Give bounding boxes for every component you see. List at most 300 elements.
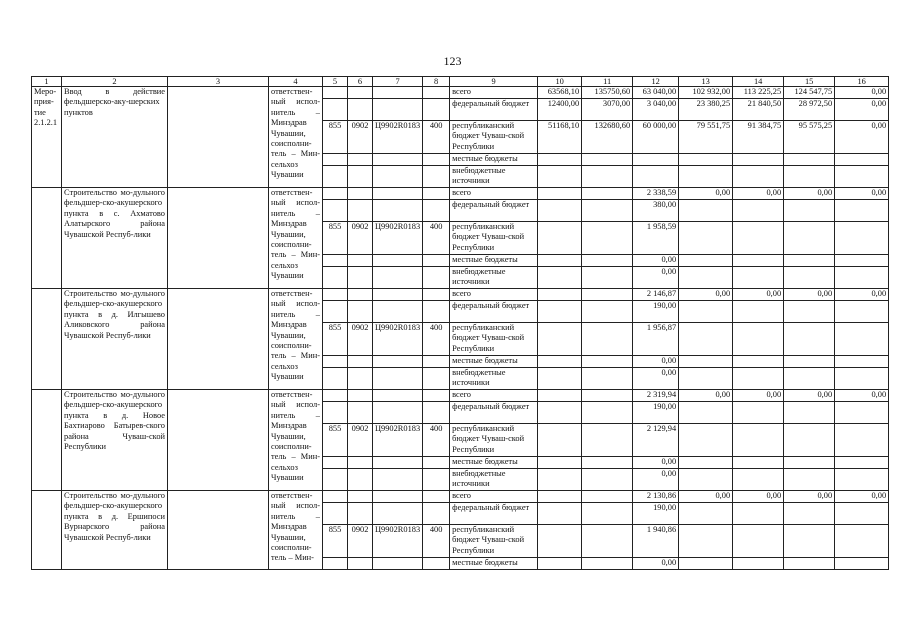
amount-15: [784, 222, 835, 255]
code-empty: [373, 368, 423, 390]
code-empty: [323, 390, 348, 402]
amount-16: 0,00: [835, 188, 889, 200]
amount-10: [538, 402, 582, 424]
measure-id: [32, 289, 62, 390]
code-section: 0902: [348, 525, 373, 558]
amount-10: [538, 356, 582, 368]
funding-source: всего: [450, 188, 538, 200]
code-empty: [323, 289, 348, 301]
funding-source: местные бюджеты: [450, 558, 538, 570]
amount-12: 3 040,00: [633, 99, 679, 121]
code-empty: [323, 503, 348, 525]
code-empty: [348, 87, 373, 99]
code-type: 400: [423, 222, 450, 255]
amount-16: [835, 525, 889, 558]
amount-14: 91 384,75: [733, 121, 784, 154]
amount-16: 0,00: [835, 390, 889, 402]
amount-15: [784, 301, 835, 323]
amount-15: [784, 457, 835, 469]
code-empty: [323, 356, 348, 368]
amount-11: [582, 222, 633, 255]
code-empty: [373, 301, 423, 323]
code-empty: [323, 558, 348, 570]
funding-source: всего: [450, 390, 538, 402]
amount-16: [835, 200, 889, 222]
amount-11: [582, 301, 633, 323]
funding-source: местные бюджеты: [450, 255, 538, 267]
amount-10: [538, 503, 582, 525]
amount-14: [733, 525, 784, 558]
column-number-6: 6: [348, 77, 373, 87]
code-empty: [373, 491, 423, 503]
code-empty: [373, 200, 423, 222]
amount-12: 0,00: [633, 558, 679, 570]
amount-12: 0,00: [633, 267, 679, 289]
amount-10: [538, 222, 582, 255]
column-number-13: 13: [679, 77, 733, 87]
amount-13: [679, 558, 733, 570]
code-type: 400: [423, 323, 450, 356]
amount-15: 28 972,50: [784, 99, 835, 121]
amount-15: 0,00: [784, 188, 835, 200]
amount-10: 51168,10: [538, 121, 582, 154]
amount-12: 60 000,00: [633, 121, 679, 154]
amount-12: 0,00: [633, 356, 679, 368]
amount-13: 0,00: [679, 188, 733, 200]
amount-15: [784, 402, 835, 424]
code-empty: [373, 154, 423, 166]
amount-10: 12400,00: [538, 99, 582, 121]
column-number-row: [32, 77, 889, 87]
amount-11: [582, 457, 633, 469]
code-empty: [348, 368, 373, 390]
amount-11: [582, 267, 633, 289]
code-empty: [323, 87, 348, 99]
code-target: Ц9902R0183: [373, 525, 423, 558]
amount-10: [538, 166, 582, 188]
code-empty: [423, 402, 450, 424]
amount-14: [733, 267, 784, 289]
executor: ответствен-ный испол-нитель – Минздрав Чувашии, соисполни-тель – Мин-сельхоз Чувашии: [269, 87, 323, 188]
code-empty: [348, 491, 373, 503]
code-gr: 855: [323, 323, 348, 356]
code-empty: [348, 402, 373, 424]
measure-id: Меро- прия- тие 2.1.2.1: [32, 87, 62, 188]
amount-15: [784, 267, 835, 289]
page-number: 123: [443, 54, 462, 68]
code-empty: [423, 301, 450, 323]
amount-16: [835, 356, 889, 368]
amount-11: [582, 188, 633, 200]
amount-11: 3070,00: [582, 99, 633, 121]
code-empty: [423, 267, 450, 289]
amount-10: [538, 525, 582, 558]
amount-12: 190,00: [633, 503, 679, 525]
code-empty: [423, 457, 450, 469]
code-empty: [348, 154, 373, 166]
empty-cell: [168, 390, 269, 491]
column-number-16: 16: [835, 77, 889, 87]
amount-10: [538, 255, 582, 267]
amount-12: 190,00: [633, 301, 679, 323]
amount-14: 113 225,25: [733, 87, 784, 99]
amount-11: [582, 390, 633, 402]
code-empty: [348, 558, 373, 570]
code-empty: [348, 200, 373, 222]
funding-source: федеральный бюджет: [450, 503, 538, 525]
amount-10: [538, 469, 582, 491]
column-number-4: 4: [269, 77, 323, 87]
amount-10: [538, 200, 582, 222]
code-empty: [323, 402, 348, 424]
amount-15: [784, 323, 835, 356]
code-empty: [373, 457, 423, 469]
funding-source: всего: [450, 491, 538, 503]
code-empty: [323, 457, 348, 469]
amount-16: [835, 267, 889, 289]
table-row: [32, 491, 889, 503]
code-empty: [373, 188, 423, 200]
amount-11: [582, 255, 633, 267]
amount-12: 380,00: [633, 200, 679, 222]
code-empty: [373, 402, 423, 424]
amount-12: 0,00: [633, 469, 679, 491]
amount-12: 2 338,59: [633, 188, 679, 200]
code-empty: [423, 255, 450, 267]
amount-13: [679, 356, 733, 368]
amount-11: [582, 525, 633, 558]
code-empty: [323, 469, 348, 491]
funding-source: федеральный бюджет: [450, 301, 538, 323]
code-type: 400: [423, 424, 450, 457]
code-empty: [373, 356, 423, 368]
amount-13: 0,00: [679, 390, 733, 402]
funding-source: местные бюджеты: [450, 457, 538, 469]
amount-15: [784, 368, 835, 390]
table-row: [32, 188, 889, 200]
table-row: [32, 289, 889, 301]
amount-14: [733, 368, 784, 390]
code-empty: [348, 289, 373, 301]
code-gr: 855: [323, 222, 348, 255]
executor: ответствен-ный испол-нитель – Минздрав Чувашии, соисполни-тель – Мин-сельхоз Чувашии: [269, 289, 323, 390]
amount-11: [582, 424, 633, 457]
amount-13: [679, 525, 733, 558]
amount-16: [835, 457, 889, 469]
amount-15: [784, 200, 835, 222]
amount-13: [679, 457, 733, 469]
code-empty: [423, 166, 450, 188]
amount-11: [582, 368, 633, 390]
amount-11: [582, 469, 633, 491]
code-section: 0902: [348, 424, 373, 457]
column-number-1: 1: [32, 77, 62, 87]
amount-13: 0,00: [679, 491, 733, 503]
code-empty: [348, 255, 373, 267]
code-empty: [348, 390, 373, 402]
amount-14: 0,00: [733, 491, 784, 503]
amount-13: [679, 503, 733, 525]
amount-16: [835, 368, 889, 390]
measure-id: [32, 390, 62, 491]
amount-11: [582, 356, 633, 368]
amount-15: [784, 255, 835, 267]
column-number-9: 9: [450, 77, 538, 87]
empty-cell: [168, 491, 269, 570]
amount-11: [582, 154, 633, 166]
code-empty: [348, 99, 373, 121]
column-number-12: 12: [633, 77, 679, 87]
amount-14: [733, 255, 784, 267]
code-empty: [373, 267, 423, 289]
amount-16: 0,00: [835, 491, 889, 503]
amount-12: [633, 166, 679, 188]
table-row: [32, 390, 889, 402]
code-empty: [423, 558, 450, 570]
amount-15: [784, 356, 835, 368]
column-number-14: 14: [733, 77, 784, 87]
amount-14: [733, 558, 784, 570]
column-number-10: 10: [538, 77, 582, 87]
amount-10: [538, 267, 582, 289]
code-empty: [373, 503, 423, 525]
amount-15: [784, 525, 835, 558]
amount-10: [538, 457, 582, 469]
amount-12: 1 956,87: [633, 323, 679, 356]
amount-13: [679, 469, 733, 491]
amount-11: [582, 166, 633, 188]
code-section: 0902: [348, 121, 373, 154]
amount-16: 0,00: [835, 121, 889, 154]
amount-12: 63 040,00: [633, 87, 679, 99]
code-type: 400: [423, 121, 450, 154]
code-target: Ц9902R0183: [373, 222, 423, 255]
amount-11: [582, 503, 633, 525]
amount-12: 190,00: [633, 402, 679, 424]
funding-source: федеральный бюджет: [450, 99, 538, 121]
code-empty: [423, 356, 450, 368]
amount-13: [679, 154, 733, 166]
amount-13: [679, 200, 733, 222]
amount-10: [538, 323, 582, 356]
column-number-8: 8: [423, 77, 450, 87]
amount-12: [633, 154, 679, 166]
amount-10: [538, 491, 582, 503]
amount-10: [538, 301, 582, 323]
code-empty: [373, 390, 423, 402]
code-empty: [423, 491, 450, 503]
code-gr: 855: [323, 424, 348, 457]
amount-13: [679, 402, 733, 424]
amount-11: [582, 289, 633, 301]
amount-12: 2 129,94: [633, 424, 679, 457]
amount-16: [835, 166, 889, 188]
code-empty: [348, 301, 373, 323]
code-gr: 855: [323, 121, 348, 154]
code-target: Ц9902R0183: [373, 424, 423, 457]
code-empty: [323, 200, 348, 222]
amount-11: [582, 402, 633, 424]
amount-16: [835, 255, 889, 267]
code-section: 0902: [348, 222, 373, 255]
column-number-11: 11: [582, 77, 633, 87]
amount-16: [835, 402, 889, 424]
amount-14: [733, 166, 784, 188]
amount-12: 1 958,59: [633, 222, 679, 255]
measure-name: Строительство мо-дульного фельдшер-ско-акушерского пункта в д. Новое Бахтиарово Батырев-ского района Чуваш-ской Республики: [62, 390, 168, 491]
amount-15: [784, 424, 835, 457]
funding-source: республиканский бюджет Чуваш-ской Республики: [450, 222, 538, 255]
code-empty: [323, 99, 348, 121]
amount-16: [835, 503, 889, 525]
amount-10: [538, 289, 582, 301]
measure-name: Ввод в действие фельдшерско-аку-шерских пунктов: [62, 87, 168, 188]
code-empty: [323, 188, 348, 200]
code-target: Ц9902R0183: [373, 121, 423, 154]
code-empty: [323, 267, 348, 289]
measure-name: Строительство мо-дульного фельдшер-ско-акушерского пункта в д. Илгышево Аликовского района Чувашской Респуб-лики: [62, 289, 168, 390]
code-empty: [423, 99, 450, 121]
amount-14: [733, 402, 784, 424]
column-number-2: 2: [62, 77, 168, 87]
amount-14: 0,00: [733, 188, 784, 200]
funding-source: внебюджетные источники: [450, 267, 538, 289]
amount-14: [733, 323, 784, 356]
column-number-3: 3: [168, 77, 269, 87]
financing-table: [31, 76, 889, 570]
amount-13: [679, 222, 733, 255]
funding-source: республиканский бюджет Чуваш-ской Республики: [450, 121, 538, 154]
funding-source: всего: [450, 87, 538, 99]
code-empty: [423, 154, 450, 166]
amount-15: [784, 558, 835, 570]
code-empty: [348, 267, 373, 289]
amount-15: [784, 503, 835, 525]
amount-15: [784, 154, 835, 166]
amount-10: [538, 188, 582, 200]
amount-13: [679, 368, 733, 390]
amount-15: 0,00: [784, 289, 835, 301]
amount-12: 2 146,87: [633, 289, 679, 301]
amount-14: [733, 222, 784, 255]
funding-source: внебюджетные источники: [450, 368, 538, 390]
funding-source: внебюджетные источники: [450, 166, 538, 188]
amount-16: [835, 222, 889, 255]
amount-12: 0,00: [633, 457, 679, 469]
amount-14: [733, 301, 784, 323]
funding-source: всего: [450, 289, 538, 301]
code-empty: [323, 166, 348, 188]
table-row: [32, 87, 889, 99]
code-empty: [348, 469, 373, 491]
code-empty: [348, 188, 373, 200]
amount-16: 0,00: [835, 99, 889, 121]
code-empty: [373, 87, 423, 99]
amount-11: 135750,60: [582, 87, 633, 99]
funding-source: республиканский бюджет Чуваш-ской Республики: [450, 424, 538, 457]
column-number-15: 15: [784, 77, 835, 87]
amount-10: [538, 390, 582, 402]
amount-10: [538, 424, 582, 457]
funding-source: федеральный бюджет: [450, 200, 538, 222]
amount-13: [679, 166, 733, 188]
code-type: 400: [423, 525, 450, 558]
amount-12: 1 940,86: [633, 525, 679, 558]
amount-15: [784, 469, 835, 491]
empty-cell: [168, 289, 269, 390]
amount-12: 2 130,86: [633, 491, 679, 503]
measure-id: [32, 491, 62, 570]
code-empty: [373, 558, 423, 570]
code-empty: [348, 166, 373, 188]
amount-12: 2 319,94: [633, 390, 679, 402]
amount-13: 79 551,75: [679, 121, 733, 154]
code-empty: [348, 457, 373, 469]
amount-15: [784, 166, 835, 188]
code-gr: 855: [323, 525, 348, 558]
code-empty: [323, 255, 348, 267]
code-empty: [373, 289, 423, 301]
code-empty: [423, 503, 450, 525]
funding-source: внебюджетные источники: [450, 469, 538, 491]
code-target: Ц9902R0183: [373, 323, 423, 356]
amount-11: [582, 558, 633, 570]
amount-13: [679, 267, 733, 289]
amount-14: 0,00: [733, 390, 784, 402]
amount-16: [835, 469, 889, 491]
amount-11: [582, 491, 633, 503]
amount-13: [679, 424, 733, 457]
code-empty: [423, 289, 450, 301]
code-empty: [323, 154, 348, 166]
amount-14: 21 840,50: [733, 99, 784, 121]
funding-source: республиканский бюджет Чуваш-ской Республики: [450, 525, 538, 558]
amount-13: [679, 255, 733, 267]
code-empty: [323, 301, 348, 323]
amount-16: [835, 301, 889, 323]
executor: ответствен-ный испол-нитель – Минздрав Чувашии, соисполни-тель – Мин-сельхоз Чувашии: [269, 188, 323, 289]
measure-id: [32, 188, 62, 289]
code-empty: [348, 503, 373, 525]
code-empty: [323, 491, 348, 503]
measure-name: Строительство мо-дульного фельдшер-ско-акушерского пункта в с. Ахматово Алатырского района Чувашской Респуб-лики: [62, 188, 168, 289]
amount-14: [733, 469, 784, 491]
code-empty: [423, 469, 450, 491]
funding-source: местные бюджеты: [450, 154, 538, 166]
amount-14: 0,00: [733, 289, 784, 301]
amount-13: 0,00: [679, 289, 733, 301]
amount-15: 0,00: [784, 491, 835, 503]
amount-10: [538, 154, 582, 166]
amount-10: 63568,10: [538, 87, 582, 99]
code-empty: [348, 356, 373, 368]
amount-11: [582, 200, 633, 222]
amount-13: 23 380,25: [679, 99, 733, 121]
funding-source: местные бюджеты: [450, 356, 538, 368]
code-empty: [373, 255, 423, 267]
executor: ответствен-ный испол-нитель – Минздрав Чувашии, соисполни-тель – Мин-: [269, 491, 323, 570]
amount-12: 0,00: [633, 368, 679, 390]
amount-14: [733, 503, 784, 525]
amount-16: [835, 323, 889, 356]
amount-14: [733, 424, 784, 457]
column-number-7: 7: [373, 77, 423, 87]
measure-name: Строительство мо-дульного фельдшер-ско-акушерского пункта в д. Ершипоси Вурнарского района Чувашской Респуб-лики: [62, 491, 168, 570]
amount-16: [835, 154, 889, 166]
executor: ответствен-ный испол-нитель – Минздрав Чувашии, соисполни-тель – Мин-сельхоз Чувашии: [269, 390, 323, 491]
code-empty: [373, 99, 423, 121]
amount-15: 124 547,75: [784, 87, 835, 99]
